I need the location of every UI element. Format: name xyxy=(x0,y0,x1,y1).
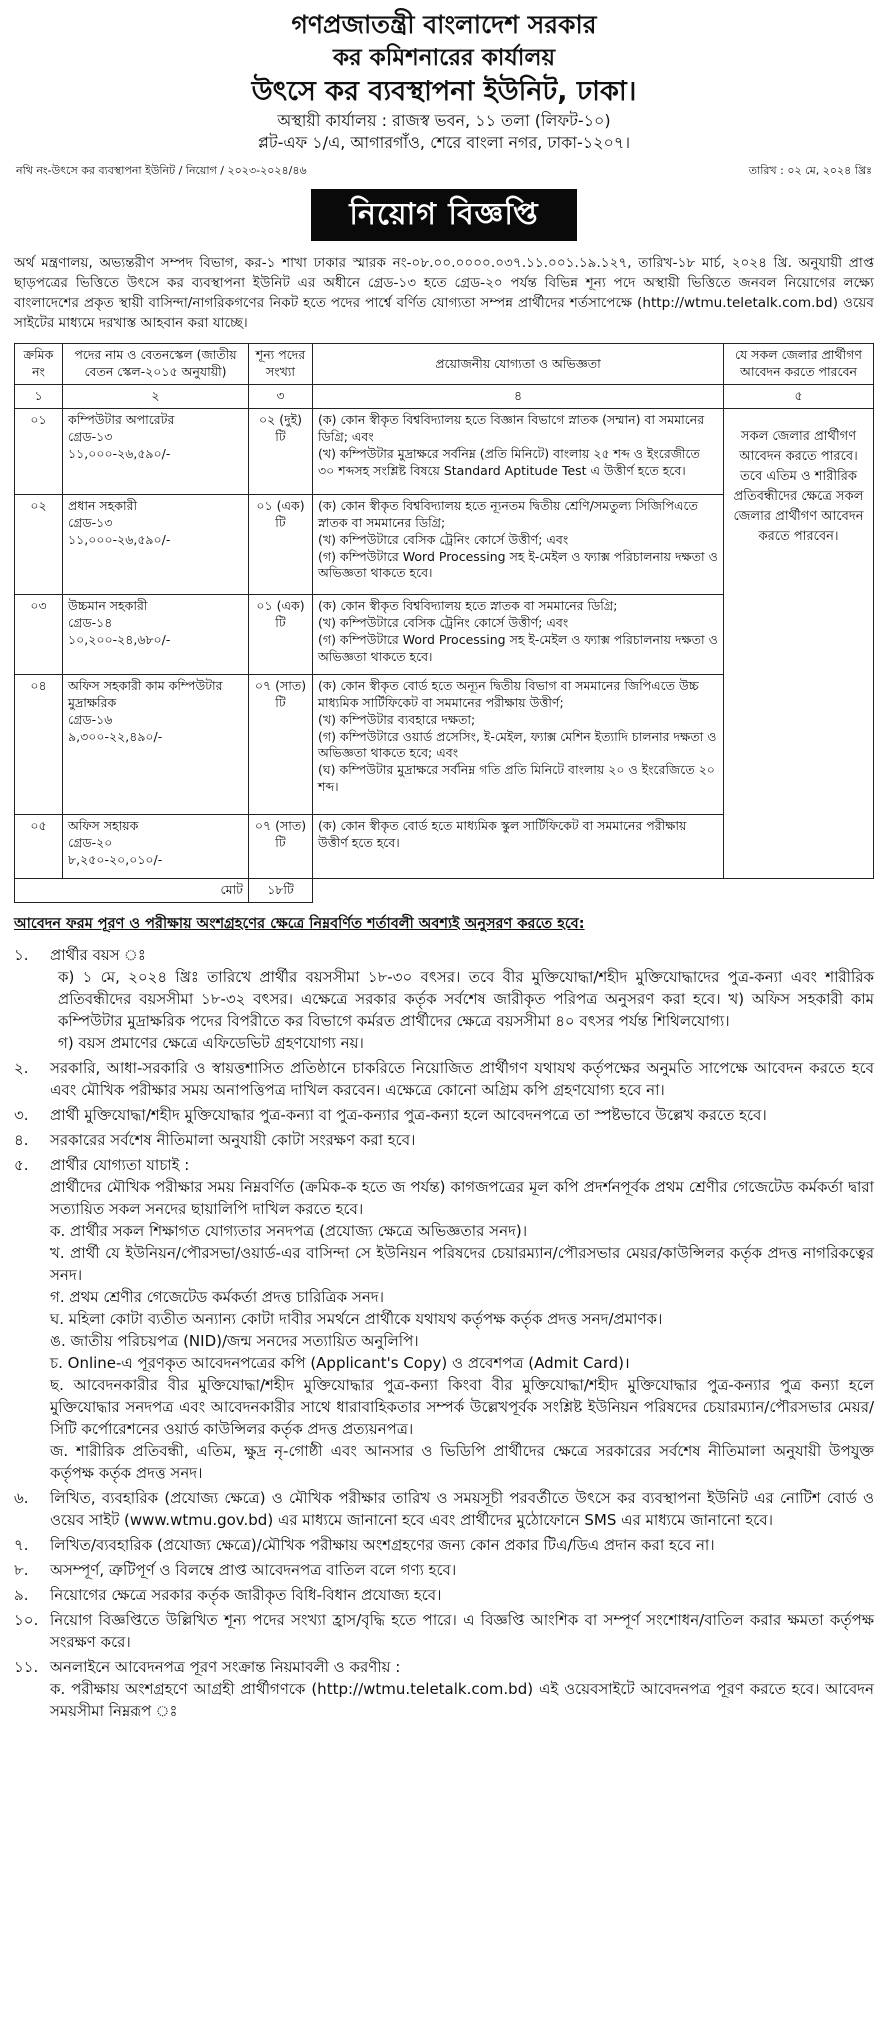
row-post xyxy=(63,594,249,674)
row-qualification xyxy=(313,674,724,814)
office-name: কর কমিশনারের কার্যালয় xyxy=(332,45,556,71)
government-name: গণপ্রজাতন্ত্রী বাংলাদেশ সরকার xyxy=(291,10,597,39)
condition-sub: ক. পরীক্ষায় অংশগ্রহণে আগ্রহী প্রার্থীগণকে (http://wtmu.teletalk.com.bd) এই ওয়েবসাইটে আবেদনপত্র পূরণ করতে হবে। আবেদন সময়সীমা নিম্নরূপ ঃ xyxy=(50,1680,874,1721)
qualification-line: (গ) কম্পিউটারে ওয়ার্ড প্রসেসিং, ই-মেইল, ফ্যাক্স মেশিন ইত্যাদি চালনার দক্ষতা ও অভিজ্ঞতা থাকতে হবে; এবং xyxy=(318,728,717,761)
condition-number: ৩. xyxy=(14,1106,29,1125)
column-number-row xyxy=(15,385,874,409)
row-post xyxy=(63,408,249,494)
header-count: শূন্য পদের সংখ্যা xyxy=(249,344,313,385)
qualification-line: (খ) কম্পিউটার ব্যবহারে দক্ষতা; xyxy=(318,711,476,727)
condition-item xyxy=(14,944,874,1054)
condition-sub: গ. প্রথম শ্রেণীর গেজেটেড কর্মকর্তা প্রদত্ত চারিত্রিক সনদ। xyxy=(50,1288,385,1307)
condition-text: সরকারের সর্বশেষ নীতিমালা অনুযায়ী কোটা সংরক্ষণ করা হবে। xyxy=(50,1131,416,1150)
post-scale: ১১,০০০-২৬,৫৯০/- xyxy=(68,531,171,547)
colnum-4: ৪ xyxy=(313,385,724,409)
row-serial: ০২ xyxy=(15,494,63,594)
condition-item xyxy=(14,1487,874,1531)
condition-sub: চ. Online-এ পূরণকৃত আবেদনপত্রের কপি (Applicant's Copy) ও প্রবেশপত্র (Admit Card)। xyxy=(50,1354,630,1373)
vacancy-table xyxy=(14,343,874,903)
condition-sub: ছ. আবেদনকারীর বীর মুক্তিযোদ্ধা/শহীদ মুক্তিযোদ্ধার পুত্র-কন্যা কিংবা বীর মুক্তিযোদ্ধা/শহীদ মুক্তিযোদ্ধার পুত্র-কন্যার পুত্র কন্যা হলে মুক্তিযোদ্ধার সনদপত্র এবং আবেদনকারীর সাথে ধারাবাহিকতার সম্পর্ক উল্লেখপূর্বক সংশ্লিষ্ট ইউনিয়ন পরিষদের চেয়ারম্যান/পৌরসভার মেয়র/সিটি কর্পোরেশনের ওয়ার্ড কাউন্সিলর কর্তৃক প্রদত্ত প্রত্যয়নপত্র। xyxy=(50,1376,874,1439)
office-header xyxy=(14,8,874,154)
condition-text: সরকারি, আধা-সরকারি ও স্বায়ত্তশাসিত প্রতিষ্ঠানে চাকরিতে নিয়োজিত প্রার্থীগণ যথাযথ কর্তৃপক্ষের অনুমতি সাপেক্ষে আবেদন করতে হবে এবং মৌখিক পরীক্ষার সময় অনাপত্তিপত্র দাখিল করবেন। এক্ষেত্রে কোনো অগ্রিম কপি গ্রহণযোগ্য হবে না। xyxy=(50,1059,874,1100)
qualification-line: (ঘ) কম্পিউটার মুদ্রাক্ষরে সর্বনিম্ন গতি প্রতি মিনিটে বাংলায় ২০ ও ইংরেজিতে ২০ শব্দ। xyxy=(318,762,715,795)
row-count: ০১ (এক) টি xyxy=(249,594,313,674)
row-count: ০৭ (সাত) টি xyxy=(249,814,313,878)
colnum-5: ৫ xyxy=(724,385,874,409)
colnum-2: ২ xyxy=(63,385,249,409)
condition-text: নিয়োগের ক্ষেত্রে সরকার কর্তৃক জারীকৃত বিধি-বিধান প্রযোজ্য হবে। xyxy=(50,1586,442,1605)
condition-body xyxy=(50,944,874,1054)
header-qualification: প্রয়োজনীয় যোগ্যতা ও অভিজ্ঞতা xyxy=(313,344,724,385)
total-blank xyxy=(313,878,874,902)
condition-sub: খ. প্রার্থী যে ইউনিয়ন/পৌরসভা/ওয়ার্ড-এর বাসিন্দা সে ইউনিয়ন পরিষদের চেয়ারম্যান/পৌরসভার মেয়র/কাউন্সিলর কর্তৃক প্রদত্ত নাগরিকত্বের সনদ। xyxy=(50,1244,874,1285)
unit-name: উৎসে কর ব্যবস্থাপনা ইউনিট, ঢাকা। xyxy=(251,76,637,107)
condition-item xyxy=(14,1104,874,1126)
post-grade: গ্রেড-১৩ xyxy=(68,428,113,444)
post-grade: গ্রেড-১৩ xyxy=(68,514,113,530)
condition-sub: গ) বয়স প্রমাণের ক্ষেত্রে এফিডেভিট গ্রহণযোগ্য নয়। xyxy=(58,1034,364,1053)
condition-body xyxy=(50,1154,874,1484)
row-qualification xyxy=(313,594,724,674)
qualification-line: (ক) কোন স্বীকৃত বিশ্ববিদ্যালয় হতে স্নাতক বা সমমানের ডিগ্রি; xyxy=(318,597,618,613)
conditions-heading: আবেদন ফরম পূরণ ও পরীক্ষায় অংশগ্রহণের ক্ষেত্রে নিম্নবর্ণিত শর্তাবলী অবশ্যই অনুসরণ করতে হবে: xyxy=(14,915,585,932)
row-qualification xyxy=(313,494,724,594)
condition-text: লিখিত, ব্যবহারিক (প্রযোজ্য ক্ষেত্রে) ও মৌখিক পরীক্ষার তারিখ ও সময়সূচী পরবর্তীতে উৎসে কর ব্যবস্থাপনা ইউনিট এর নোটিশ বোর্ড ও ওয়েব সাইট (www.wtmu.gov.bd) এর মাধ্যমে জানানো হবে এবং প্রার্থীদের মুঠোফোনে SMS এর মাধ্যমে জানানো হবে। xyxy=(50,1489,874,1530)
header-post: পদের নাম ও বেতনস্কেল (জাতীয় বেতন স্কেল-২০১৫ অনুযায়ী) xyxy=(63,344,249,385)
row-count: ০২ (দুই) টি xyxy=(249,408,313,494)
row-qualification xyxy=(313,408,724,494)
row-post xyxy=(63,814,249,878)
table-header-row xyxy=(15,344,874,385)
post-grade: গ্রেড-১৪ xyxy=(68,614,113,630)
conditions-list xyxy=(14,944,874,1722)
post-grade: গ্রেড-২০ xyxy=(68,834,113,850)
row-serial: ০৪ xyxy=(15,674,63,814)
condition-title: অনলাইনে আবেদনপত্র পূরণ সংক্রান্ত নিয়মাবলী ও করণীয় : xyxy=(50,1658,401,1677)
post-scale: ৯,৩০০-২২,৪৯০/- xyxy=(68,728,163,744)
table-row xyxy=(15,408,874,494)
qualification-line: (ক) কোন স্বীকৃত বিশ্ববিদ্যালয় হতে ন্যূনতম দ্বিতীয় শ্রেণি/সমতুল্য সিজিপিএতে স্নাতক বা সমমানের ডিগ্রি; xyxy=(318,497,698,530)
post-name: অফিস সহায়ক xyxy=(68,817,139,833)
row-serial: ০৫ xyxy=(15,814,63,878)
condition-item xyxy=(14,1154,874,1484)
condition-item xyxy=(14,1129,874,1151)
qualification-line: (খ) কম্পিউটার মুদ্রাক্ষরে সর্বনিম্ন (প্রতি মিনিটে) বাংলায় ২৫ শব্দ ও ইংরেজীতে ৩০ শব্দসহ সংশ্লিষ্ট বিষয়ে Standard Aptitude Test এ উত্তীর্ণ হতে হবে। xyxy=(318,445,700,478)
total-value: ১৮টি xyxy=(249,878,313,902)
post-scale: ৮,২৫০-২০,০১০/- xyxy=(68,851,163,867)
condition-title: প্রার্থীর বয়স ঃ xyxy=(50,946,146,965)
condition-number: ১. xyxy=(14,946,29,965)
condition-number: ৫. xyxy=(14,1156,29,1175)
condition-item xyxy=(14,1559,874,1581)
condition-number: ২. xyxy=(14,1059,29,1078)
colnum-3: ৩ xyxy=(249,385,313,409)
eligible-districts: সকল জেলার প্রার্থীগণ আবেদন করতে পারবে। তবে এতিম ও শারীরিক প্রতিবন্ধীদের ক্ষেত্রে সকল জেলার প্রার্থীগণ আবেদন করতে পারবেন। xyxy=(724,408,874,878)
condition-number: ৬. xyxy=(14,1489,29,1508)
row-post xyxy=(63,494,249,594)
condition-number: ১০. xyxy=(14,1611,39,1630)
qualification-line: (গ) কম্পিউটারে Word Processing সহ ই-মেইল ও ফ্যাক্স পরিচালনায় দক্ষতা ও অভিজ্ঞতা থাকতে হবে। xyxy=(318,631,718,664)
condition-number: ৯. xyxy=(14,1586,29,1605)
row-serial: ০৩ xyxy=(15,594,63,674)
temporary-office-address: অস্থায়ী কার্যালয় : রাজস্ব ভবন, ১১ তলা (লিফট-১০) xyxy=(277,111,611,130)
row-post xyxy=(63,674,249,814)
condition-number: ৪. xyxy=(14,1131,29,1150)
condition-text: লিখিত/ব্যবহারিক (প্রযোজ্য ক্ষেত্রে)/মৌখিক পরীক্ষায় অংশগ্রহণের জন্য কোন প্রকার টিএ/ডিএ প্রদান করা হবে না। xyxy=(50,1536,715,1555)
memo-date: তারিখ : ০২ মে, ২০২৪ খ্রিঃ xyxy=(748,164,872,177)
qualification-line: (গ) কম্পিউটারে Word Processing সহ ই-মেইল ও ফ্যাক্স পরিচালনায় দক্ষতা ও অভিজ্ঞতা থাকতে হবে। xyxy=(318,548,718,581)
condition-body xyxy=(50,1656,874,1722)
post-name: কম্পিউটার অপারেটর xyxy=(68,411,175,427)
total-label: মোট xyxy=(15,878,249,902)
condition-sub: প্রার্থীদের মৌখিক পরীক্ষার সময় নিম্নবর্ণিত (ক্রমিক-ক হতে জ পর্যন্ত) কাগজপত্রের মূল কপি প্রদর্শনপূর্বক প্রথম শ্রেণীর গেজেটেড কর্মকর্তা দ্বারা সত্যায়িত সকল সনদের ছায়ালিপি দাখিল করতে হবে। xyxy=(50,1178,874,1219)
post-grade: গ্রেড-১৬ xyxy=(68,711,113,727)
post-scale: ১১,০০০-২৬,৫৯০/- xyxy=(68,445,171,461)
condition-text: নিয়োগ বিজ্ঞপ্তিতে উল্লিখিত শূন্য পদের সংখ্যা হ্রাস/বৃদ্ধি হতে পারে। এ বিজ্ঞপ্তি আংশিক বা সম্পূর্ণ সংশোধন/বাতিল করার ক্ষমতা কর্তৃপক্ষ সংরক্ষণ করে। xyxy=(50,1611,874,1652)
condition-number: ১১. xyxy=(14,1658,39,1677)
condition-item xyxy=(14,1057,874,1101)
condition-sub: ক. প্রার্থীর সকল শিক্ষাগত যোগ্যতার সনদপত্র (প্রযোজ্য ক্ষেত্রে অভিজ্ঞতার সনদ)। xyxy=(50,1222,528,1241)
row-qualification xyxy=(313,814,724,878)
notice-title: নিয়োগ বিজ্ঞপ্তি xyxy=(311,189,576,242)
condition-text: অসম্পূর্ণ, ত্রুটিপূর্ণ ও বিলম্বে প্রাপ্ত আবেদনপত্র বাতিল বলে গণ্য হবে। xyxy=(50,1561,457,1580)
condition-sub: ঘ. মহিলা কোটা ব্যতীত অন্যান্য কোটা দাবীর সমর্থনে প্রার্থীকে যথাযথ কর্তৃপক্ষ কর্তৃক প্রদত্ত সনদ/প্রমাণক। xyxy=(50,1310,663,1329)
colnum-1: ১ xyxy=(15,385,63,409)
memo-row xyxy=(14,164,874,179)
condition-number: ৭. xyxy=(14,1536,29,1555)
post-scale: ১০,২০০-২৪,৬৮০/- xyxy=(68,631,171,647)
qualification-line: (ক) কোন স্বীকৃত বোর্ড হতে মাধ্যমিক স্কুল সার্টিফিকেট বা সমমানের পরীক্ষায় উত্তীর্ণ হতে হবে। xyxy=(318,817,687,850)
row-count: ০৭ (সাত) টি xyxy=(249,674,313,814)
post-name: প্রধান সহকারী xyxy=(68,497,138,513)
condition-sub: ক) ১ মে, ২০২৪ খ্রিঃ তারিখে প্রার্থীর বয়সসীমা ১৮-৩০ বৎসর। তবে বীর মুক্তিযোদ্ধা/শহীদ মুক্তিযোদ্ধাদের পুত্র-কন্যা এবং শারীরিক প্রতিবন্ধীদের বয়সসীমা ১৮-৩২ বৎসর। এক্ষেত্রে সরকার কর্তৃক সর্বশেষ জারীকৃত পরিপত্র অনুসরণ করা হবে। খ) অফিস সহকারী কাম কম্পিউটার মুদ্রাক্ষরিক পদের বিপরীতে কর বিভাগে কর্মরত প্রার্থীদের ক্ষেত্রে বয়সসীমা ৪০ বৎসর পর্যন্ত শিথিলযোগ্য। xyxy=(58,968,874,1031)
notice-title-wrap xyxy=(14,189,874,242)
condition-item xyxy=(14,1534,874,1556)
total-row xyxy=(15,878,874,902)
header-serial: ক্রমিক নং xyxy=(15,344,63,385)
condition-text: প্রার্থী মুক্তিযোদ্ধা/শহীদ মুক্তিযোদ্ধার পুত্র-কন্যা বা পুত্র-কন্যার পুত্র-কন্যা হলে আবেদনপত্রে তা স্পষ্টভাবে উল্লেখ করতে হবে। xyxy=(50,1106,767,1125)
condition-sub: ঙ. জাতীয় পরিচয়পত্র (NID)/জন্ম সনদের সত্যায়িত অনুলিপি। xyxy=(50,1332,419,1351)
header-eligible-districts: যে সকল জেলার প্রার্থীগণ আবেদন করতে পারবেন xyxy=(724,344,874,385)
row-serial: ০১ xyxy=(15,408,63,494)
condition-item xyxy=(14,1609,874,1653)
row-count: ০১ (এক) টি xyxy=(249,494,313,594)
condition-item xyxy=(14,1584,874,1606)
qualification-line: (খ) কম্পিউটারে বেসিক ট্রেনিং কোর্সে উত্তীর্ণ; এবং xyxy=(318,531,569,547)
condition-number: ৮. xyxy=(14,1561,29,1580)
post-name: অফিস সহকারী কাম কম্পিউটার মুদ্রাক্ষরিক xyxy=(68,677,223,710)
intro-paragraph: অর্থ মন্ত্রণালয়, অভ্যন্তরীণ সম্পদ বিভাগ, কর-১ শাখা ঢাকার স্মারক নং-০৮.০০.০০০০.০৩৭.১১.০০১.১৯.১২৭, তারিখ-১৮ মার্চ, ২০২৪ খ্রি. অনুযায়ী প্রাপ্ত ছাড়পত্রের ভিত্তিতে উৎসে কর ব্যবস্থাপনা ইউনিট এর অধীনে গ্রেড-১৩ হতে গ্রেড-২০ পর্যন্ত বিভিন্ন শূন্য পদে অস্থায়ী ভিত্তিতে জনবল নিয়োগের লক্ষ্যে বাংলাদেশের প্রকৃত স্থায়ী বাসিন্দা/নাগরিকগণের নিকট হতে পদের পার্শ্বে বর্ণিত যোগ্যতা সম্পন্ন প্রার্থীদের শর্তসাপেক্ষে (http://wtmu.teletalk.com.bd) ওয়েব সাইটের মাধ্যমে দরখাস্ত আহবান করা যাচ্ছে। xyxy=(14,255,874,332)
post-name: উচ্চমান সহকারী xyxy=(68,597,148,613)
qualification-line: (ক) কোন স্বীকৃত বিশ্ববিদ্যালয় হতে বিজ্ঞান বিভাগে স্নাতক (সম্মান) বা সমমানের ডিগ্রি; এবং xyxy=(318,411,705,444)
memo-number: নথি নং-উৎসে কর ব্যবস্থাপনা ইউনিট / নিয়োগ / ২০২৩-২০২৪/৪৬ xyxy=(16,164,307,177)
office-address: প্লট-এফ ১/এ, আগারগাঁও, শেরে বাংলা নগর, ঢাকা-১২০৭। xyxy=(257,133,631,152)
qualification-line: (খ) কম্পিউটারে বেসিক ট্রেনিং কোর্সে উত্তীর্ণ; এবং xyxy=(318,614,569,630)
condition-title: প্রার্থীর যোগ্যতা যাচাই : xyxy=(50,1156,190,1175)
qualification-line: (ক) কোন স্বীকৃত বোর্ড হতে অন্যূন দ্বিতীয় বিভাগ বা সমমানের জিপিএতে উচ্চ মাধ্যমিক সার্টিফিকেট বা সমমানের পরীক্ষায় উত্তীর্ণ; xyxy=(318,677,699,710)
condition-sub: জ. শারীরিক প্রতিবন্ধী, এতিম, ক্ষুদ্র নৃ-গোষ্ঠী এবং আনসার ও ভিডিপি প্রার্থীদের ক্ষেত্রে সরকারের সর্বশেষ নীতিমালা অনুযায়ী উপযুক্ত কর্তৃপক্ষ কর্তৃক প্রদত্ত সনদ। xyxy=(50,1442,874,1483)
condition-item xyxy=(14,1656,874,1722)
